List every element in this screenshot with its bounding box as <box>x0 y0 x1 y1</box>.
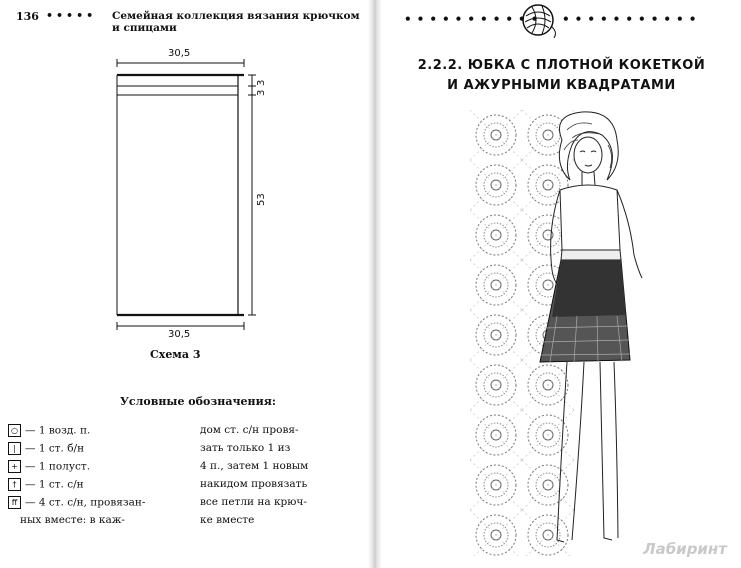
watermark-text: Лабиринт <box>643 540 727 558</box>
legend-column2-line: накидом провязать <box>200 478 308 490</box>
legend-item: † — 1 ст. с/н <box>8 478 84 491</box>
legend-item: ○ — 1 возд. п. <box>8 424 90 437</box>
slip-stitch-icon: + <box>8 460 21 473</box>
double-crochet-icon: † <box>8 478 21 491</box>
top-width-label: 30,5 <box>168 48 191 59</box>
header-dots: ••••• <box>46 9 97 22</box>
legend-item: | — 1 ст. б/н <box>8 442 84 455</box>
legend-item: ff — 4 ст. с/н, провязан- <box>8 496 145 509</box>
legend-column2-line: дом ст. с/н провя- <box>200 424 299 436</box>
right-page <box>382 0 741 568</box>
header-dots-left: ••••••••••• <box>404 12 544 26</box>
single-crochet-icon: | <box>8 442 21 455</box>
legend-item: + — 1 полуст. <box>8 460 90 473</box>
yarn-ball-logo-icon <box>520 2 556 38</box>
bottom-width-label: 30,5 <box>168 329 191 340</box>
legend-column2-line: ке вместе <box>200 514 255 526</box>
cluster-stitch-icon: ff <box>8 496 21 509</box>
header-dots-right: ••••••••••• <box>562 12 702 26</box>
band-top-label: 3 <box>256 79 267 86</box>
legend-continuation: ных вместе: в каж- <box>20 514 125 526</box>
chain-stitch-icon: ○ <box>8 424 21 437</box>
section-title-line1: 2.2.2. ЮБКА С ПЛОТНОЙ КОКЕТКОЙ <box>417 58 706 73</box>
book-gutter <box>368 0 382 568</box>
woman-in-skirt-illustration <box>522 110 652 555</box>
scheme-caption: Схема 3 <box>150 348 201 361</box>
page-number: 136 <box>16 10 39 23</box>
left-page <box>0 0 368 568</box>
legend-column2-line: 4 п., затем 1 новым <box>200 460 309 472</box>
running-title: Семейная коллекция вязания крючком и спицами <box>112 10 360 34</box>
legend-column2-line: все петли на крюч- <box>200 496 307 508</box>
section-title-line2: И АЖУРНЫМИ КВАДРАТАМИ <box>447 78 676 93</box>
legend-title: Условные обозначения: <box>120 395 276 408</box>
height-label: 53 <box>256 193 267 206</box>
band-second-label: 3 <box>256 89 267 96</box>
legend-column2-line: зать только 1 из <box>200 442 291 454</box>
